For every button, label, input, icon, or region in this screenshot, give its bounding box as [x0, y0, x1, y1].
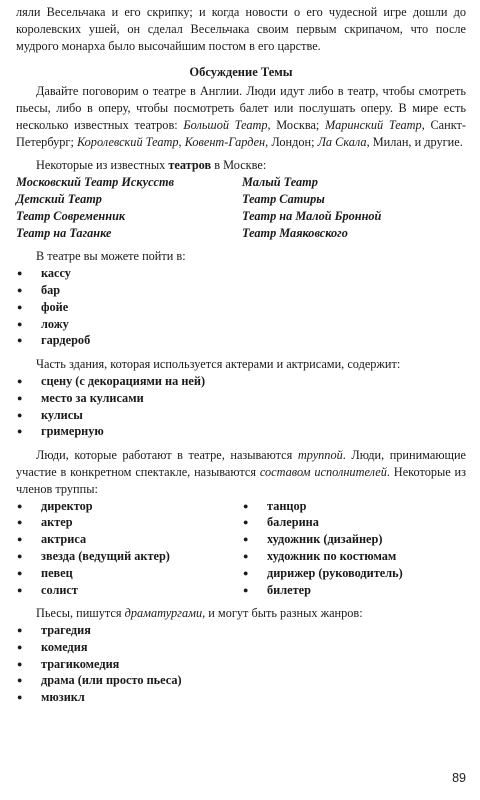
- list-item: ● трагикомедия: [16, 656, 466, 673]
- list-item: ● кассу: [16, 265, 466, 282]
- list-item: ● солист: [16, 582, 242, 599]
- theatre-item: Московский Театр Искусств: [16, 175, 175, 190]
- list-item: ● дирижер (руководитель): [242, 565, 466, 582]
- page-number: 89: [452, 771, 466, 785]
- list-item: ● гримерную: [16, 423, 466, 440]
- theatre-name-royal: Королевский Театр, Ковент-Гарден: [76, 134, 266, 149]
- troupe-list-right: [242, 498, 466, 599]
- theatre-item: Театр Современник: [16, 208, 126, 223]
- theatre-name-mariinsky: Маринский Театр: [325, 117, 422, 132]
- section-title: Обсуждение Темы: [189, 65, 293, 80]
- list-item: ● звезда (ведущий актер): [16, 548, 242, 565]
- genres-intro: Пьесы, пишутся драматургами, и могут быть разных жанров:: [36, 606, 363, 621]
- list-item: ● трагедия: [16, 622, 466, 639]
- list-item: ● сцену (с декорациями на ней): [16, 373, 466, 390]
- troupe-paragraph: Люди, которые работают в театре, называются труппой. Люди, принимающие участие в конкретном спектакле, называются составом исполнителей. Некоторые из членов труппы:: [16, 448, 467, 496]
- list-item: ● актриса: [16, 531, 242, 548]
- moscow-theatre-list: [16, 174, 466, 241]
- troupe-list: [16, 498, 466, 599]
- list-item: ● художник (дизайнер): [242, 531, 466, 548]
- list-item: ● фойе: [16, 299, 466, 316]
- theatre-paragraph: Давайте поговорим о театре в Англии. Люди идут либо в театр, чтобы смотреть пьесы, либо в оперу, чтобы посмотреть балет или послушать оперу. В мире есть несколько известных театров: Большой Театр, Москва; Маринский Театр, Санкт-Петербург; Королевский Театр, Ковент-Гарден, Лондон; Ла Скала, Милан, и другие.: [16, 84, 466, 149]
- list-item: ● художник по костюмам: [242, 548, 466, 565]
- can-go-list: [16, 265, 466, 349]
- theatre-item: Театр на Таганке: [16, 225, 112, 240]
- list-item: ● кулисы: [16, 407, 466, 424]
- theatre-item: Театр на Малой Бронной: [242, 208, 382, 223]
- list-item: ● комедия: [16, 639, 466, 656]
- page-content: [16, 4, 466, 706]
- list-item: ● балерина: [242, 514, 466, 531]
- list-item: ● билетер: [242, 582, 466, 599]
- moscow-intro: Некоторые из известных театров в Москве:: [36, 158, 267, 173]
- theatre-item: Театр Маяковского: [242, 225, 348, 240]
- can-go-intro: В театре вы можете пойти в:: [36, 249, 186, 264]
- list-item: ● место за кулисами: [16, 390, 466, 407]
- intro-paragraph: ляли Весельчака и его скрипку; и когда новости о его чудесной игре дошли до королевских ушей, он сделал Весельчака своим первым скрипачом, что после мудрого монарха было высочайшим постом в его царстве.: [16, 5, 466, 53]
- list-item: ● танцор: [242, 498, 466, 515]
- list-item: ● драма (или просто пьеса): [16, 672, 466, 689]
- theatre-name-lascala: Ла Скала: [317, 134, 367, 149]
- theatre-item: Театр Сатиры: [242, 191, 325, 206]
- list-item: ● гардероб: [16, 332, 466, 349]
- building-list: [16, 373, 466, 440]
- genres-list: [16, 622, 466, 706]
- list-item: ● актер: [16, 514, 242, 531]
- building-intro: Часть здания, которая используется актерами и актрисами, содержит:: [36, 357, 401, 372]
- list-item: ● ложу: [16, 316, 466, 333]
- list-item: ● директор: [16, 498, 242, 515]
- list-item: ● певец: [16, 565, 242, 582]
- list-item: ● мюзикл: [16, 689, 466, 706]
- troupe-list-left: [16, 498, 242, 599]
- theatre-name-bolshoi: Большой Театр: [183, 117, 268, 132]
- theatre-item: Детский Театр: [16, 191, 102, 206]
- list-item: ● бар: [16, 282, 466, 299]
- theatre-item: Малый Театр: [242, 175, 318, 190]
